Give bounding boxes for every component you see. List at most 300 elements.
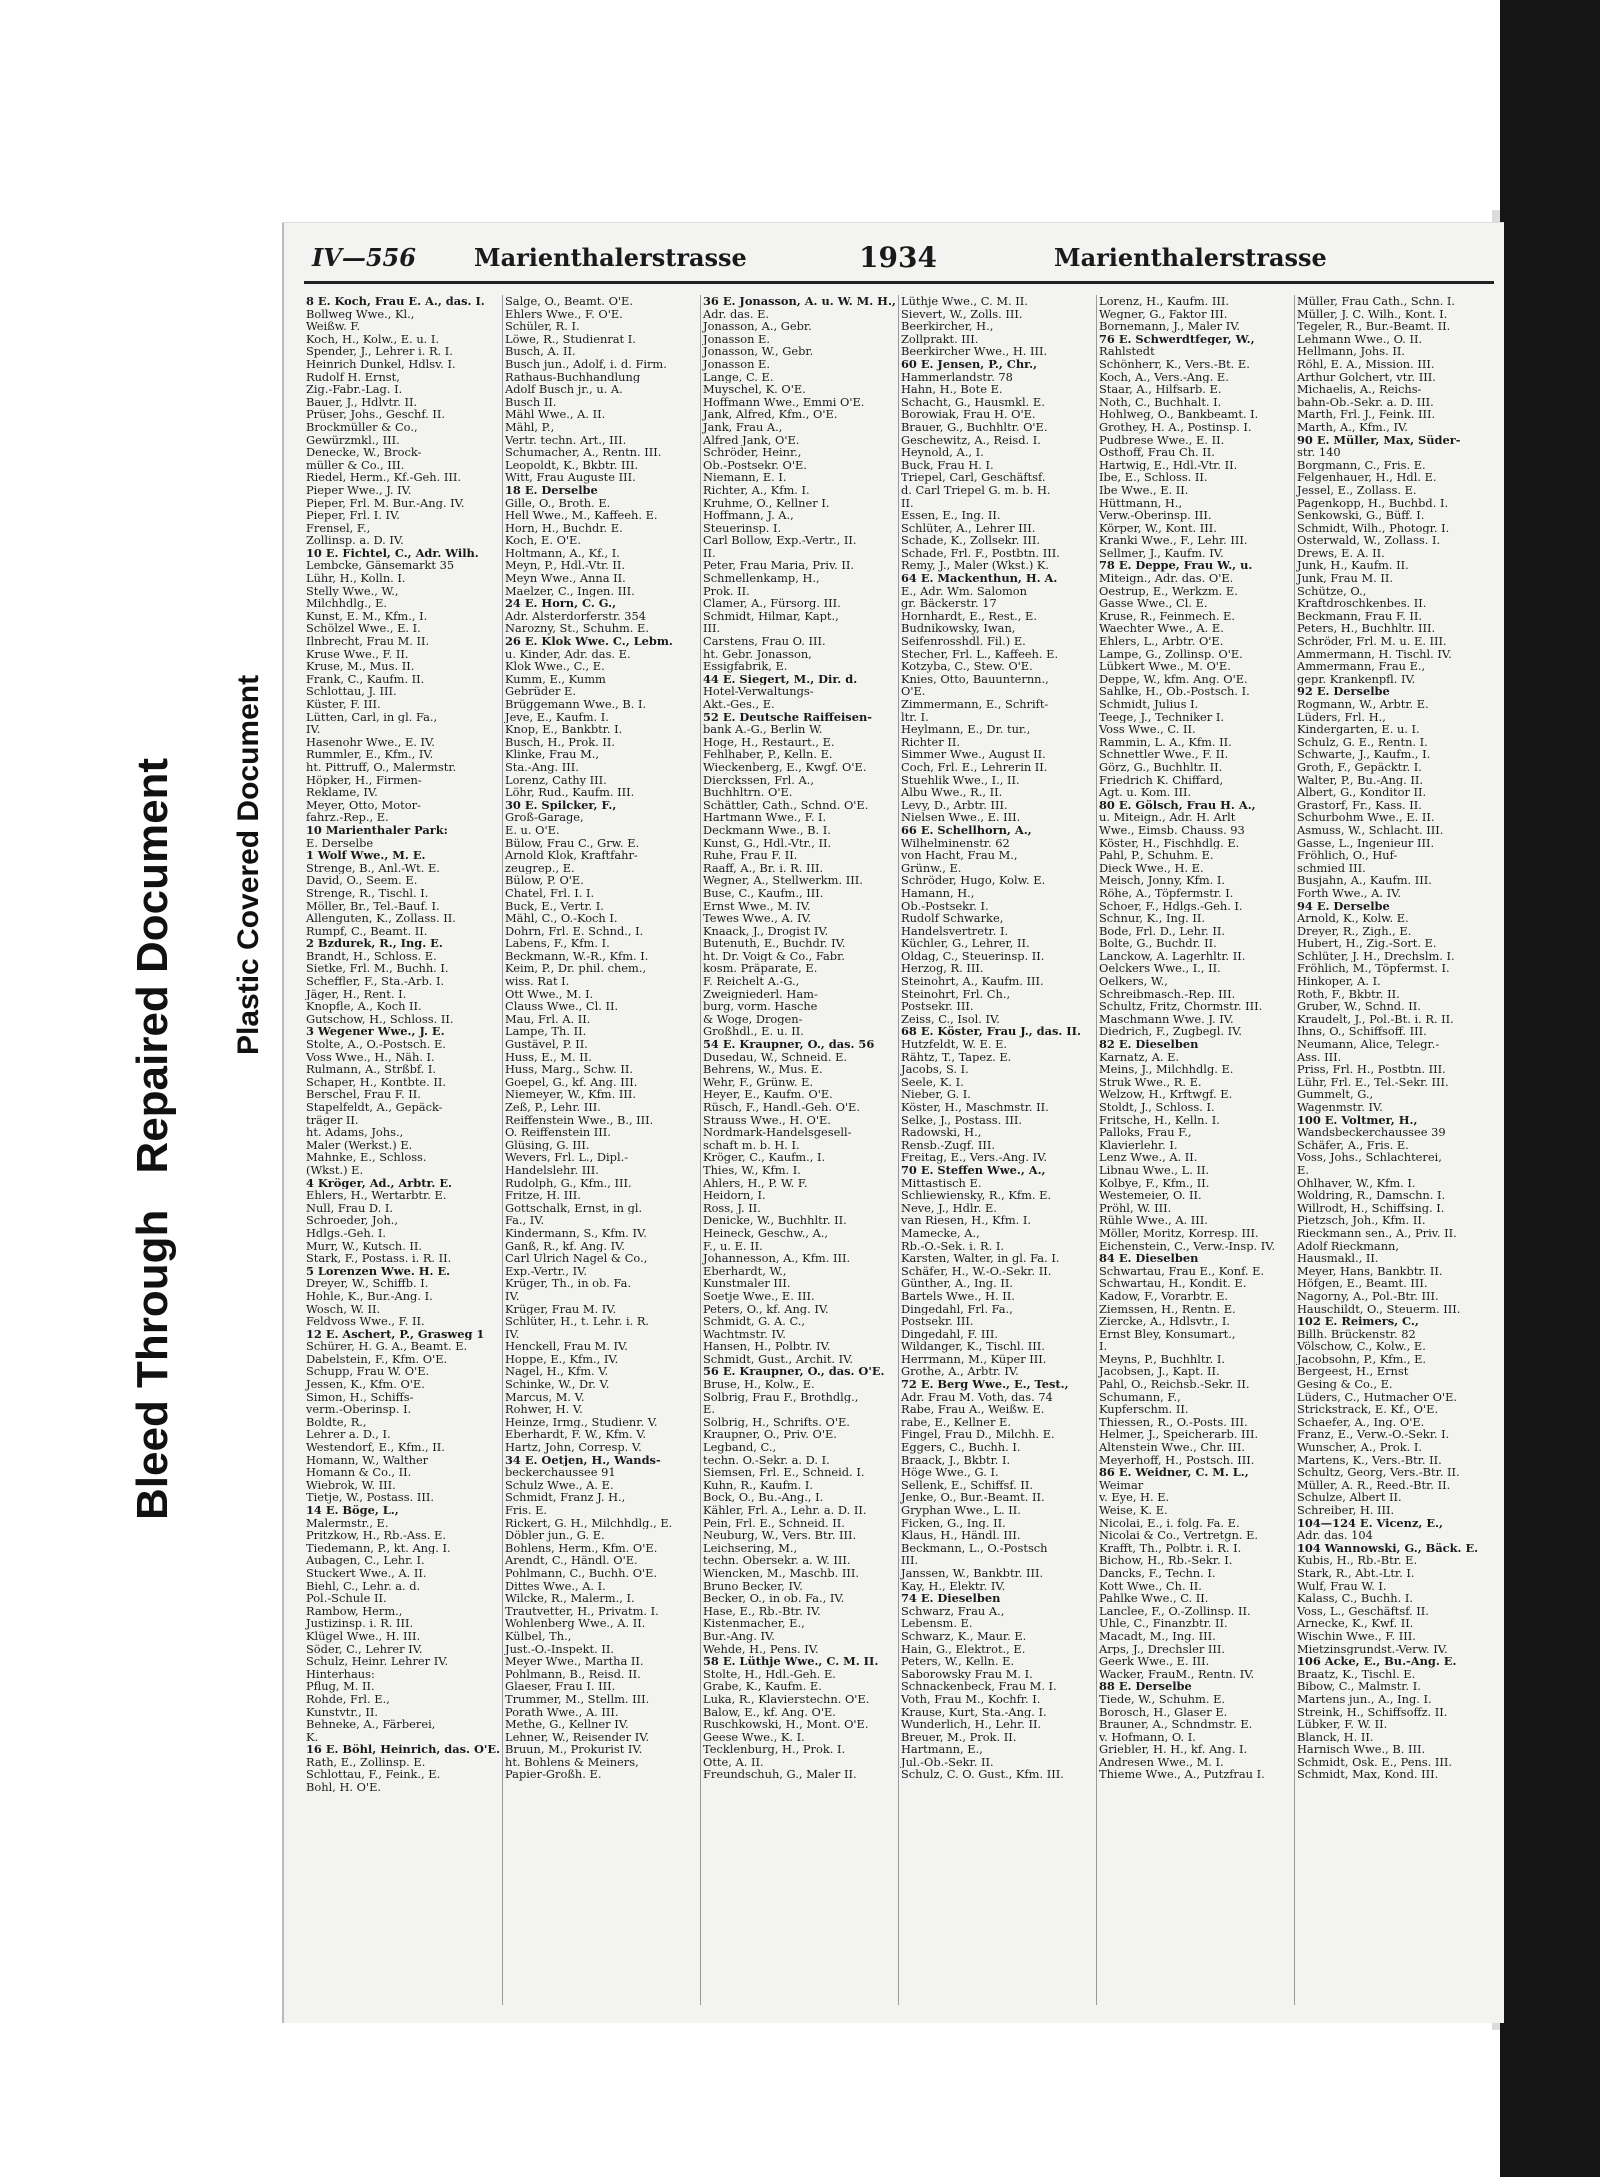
directory-entry: Kruse Wwe., F. II. [306, 647, 409, 661]
directory-entry: Strickstrack, E. Kf., O'E. [1297, 1403, 1439, 1416]
directory-entry: Tiedemann, P., kt. Ang. I. [306, 1541, 451, 1555]
directory-entry: Gutschow, H., Schloss. II. [306, 1012, 454, 1026]
directory-entry: Wiencken, M., Maschb. III. [703, 1566, 860, 1580]
directory-entry: Rudolph, G., Kfm., III. [505, 1176, 632, 1190]
directory-entry: 54 E. Kraupner, O., das. 56 [703, 1038, 875, 1051]
directory-entry: ht. Bohlens & Meiners, [505, 1755, 639, 1769]
directory-entry: Deckmann Wwe., B. I. [703, 823, 831, 837]
directory-entry: Beerkircher, H., [901, 320, 994, 333]
directory-entry: Null, Frau D. I. [306, 1201, 394, 1215]
directory-entry: Schüler, R. I. [505, 320, 580, 333]
directory-entry: Macadt, M., Ing. III. [1099, 1629, 1216, 1643]
directory-entry: Steinohrt, Frl. Ch., [901, 987, 1011, 1001]
directory-entry: Rammin, L. A., Kfm. II. [1099, 735, 1232, 749]
directory-entry: Dohrn, Frl. E. Schnd., I. [505, 924, 644, 938]
directory-page [282, 222, 1504, 2023]
directory-entry: Bolte, G., Buchdr. II. [1099, 937, 1217, 950]
directory-entry: Rogmann, W., Arbtr. E. [1297, 698, 1429, 711]
directory-entry: 60 E. Jensen, P., Chr., [901, 357, 1038, 371]
directory-entry: Arnold Klok, Kraftfahr- [505, 849, 638, 862]
directory-entry: Marcus, M. V. [505, 1390, 585, 1404]
directory-entry: Kay, H., Elektr. IV. [901, 1579, 1006, 1593]
directory-entry: Pietzsch, Joh., Kfm. II. [1297, 1214, 1426, 1227]
directory-entry: Jacobs, S. I. [901, 1063, 969, 1076]
directory-entry: Martens, K., Vers.-Btr. II. [1297, 1453, 1442, 1467]
directory-entry: Möller, Br., Tel.-Bauf. I. [306, 899, 440, 913]
directory-entry: Stark, R., Abt.-Ltr. I. [1297, 1566, 1415, 1580]
directory-entry: Michaelis, A., Reichs- [1297, 383, 1422, 396]
directory-entry: Hüttmann, H., [1099, 496, 1183, 510]
directory-entry: Geschewitz, A., Reisd. I. [901, 433, 1041, 447]
directory-entry: Kolbye, F., Kfm., II. [1099, 1176, 1210, 1190]
directory-entry: Grastorf, Fr., Kass. II. [1297, 798, 1422, 812]
directory-entry: Rath, E., Zollinsp. E. [306, 1755, 426, 1769]
directory-entry: Luka, R., Klavierstechn. O'E. [703, 1692, 870, 1706]
directory-entry: Ehlers, L., Arbtr. O'E. [1099, 635, 1224, 648]
directory-entry: Schaper, H., Kontbte. II. [306, 1075, 447, 1089]
directory-entry: Meyer, Otto, Motor- [306, 798, 421, 812]
directory-entry: Arnecke, K., Kwf. II. [1297, 1617, 1414, 1630]
directory-entry: Adolf Rieckmann, [1297, 1239, 1399, 1253]
directory-entry: Lanckow, A. Lagerhltr. II. [1099, 949, 1246, 963]
directory-entry: I. [1099, 1340, 1108, 1353]
directory-entry: rabe, E., Kellner E. [901, 1415, 1011, 1429]
directory-entry: Sahlke, H., Ob.-Postsch. I. [1099, 685, 1250, 698]
directory-entry: Heidorn, I. [703, 1189, 766, 1202]
directory-entry: Heynold, A., I. [901, 446, 984, 459]
directory-entry: Bohl, H. O'E. [306, 1781, 382, 1794]
directory-entry: Eggers, C., Buchh. I. [901, 1441, 1021, 1454]
directory-entry: Jäger, H., Rent. I. [306, 987, 407, 1001]
directory-entry: Ob.-Postsekr. I. [901, 899, 989, 913]
directory-entry: Jank, Alfred, Kfm., O'E. [703, 408, 838, 421]
directory-entry: Borowiak, Frau H. O'E. [901, 408, 1036, 421]
directory-entry: Schurbohm Wwe., E. II. [1297, 811, 1435, 824]
directory-entry: Meisch, Jonny, Kfm. I. [1099, 874, 1225, 887]
directory-entry: Zollprakt. III. [901, 332, 979, 346]
directory-entry: Lampe, G., Zollinsp. O'E. [1099, 647, 1243, 661]
directory-entry: ltr. I. [901, 710, 929, 724]
directory-entry: Kraupner, O., Priv. O'E. [703, 1428, 837, 1442]
directory-entry: techn. Obersekr. a. W. III. [703, 1554, 851, 1567]
directory-entry: Schmellenkamp, H., [703, 572, 820, 585]
directory-entry: Behneke, A., Färberei, [306, 1718, 436, 1731]
directory-entry: Hain, G., Elektrot., E. [901, 1642, 1026, 1656]
directory-entry: Bollweg Wwe., Kl., [306, 307, 415, 321]
directory-entry: Schlüter, A., Lehrer III. [901, 521, 1036, 535]
directory-entry: Busch, A. II. [505, 345, 576, 358]
directory-entry: Wandsbeckerchaussee 39 [1297, 1126, 1446, 1139]
directory-entry: verm.-Oberinsp. I. [306, 1403, 412, 1416]
directory-entry: Weise, K. E. [1099, 1504, 1168, 1517]
directory-entry: 104 Wannowski, G., Bäck. E. [1297, 1541, 1479, 1555]
directory-entry: 64 E. Mackenthun, H. A. [901, 572, 1058, 585]
directory-entry: Ass. III. [1297, 1050, 1342, 1064]
directory-entry: Ziemssen, H., Rentn. E. [1099, 1302, 1236, 1316]
directory-entry: bank A.-G., Berlin W. [703, 723, 823, 736]
directory-entry: Huss, E., M. II. [505, 1050, 592, 1064]
directory-entry: Hoffmann Wwe., Emmi O'E. [703, 395, 865, 409]
directory-entry: von Hacht, Frau M., [901, 849, 1018, 862]
directory-entry: Eichenstein, C., Verw.-Insp. IV. [1099, 1239, 1276, 1253]
directory-entry: Kranki Wwe., F., Lehr. III. [1099, 534, 1248, 547]
directory-entry: Meyn, P., Hdl.-Vtr. II. [505, 559, 625, 573]
directory-entry: Ernst Bley, Konsumart., [1099, 1327, 1236, 1341]
year-heading: 1934 [859, 241, 937, 274]
directory-entry: Rambow, Herm., [306, 1604, 403, 1618]
directory-entry: Seifenrosshdl. Fil.) E. [901, 635, 1026, 648]
page-header [284, 243, 1504, 283]
directory-entry: 70 E. Steffen Wwe., A., [901, 1163, 1046, 1177]
directory-entry: Jessen, K., Kfm. O'E. [306, 1378, 425, 1391]
directory-entry: Karsten, Walter, in gl. Fa. I. [901, 1252, 1060, 1265]
directory-entry: Lorenz, Cathy III. [505, 773, 607, 787]
directory-entry: Junk, H., Kaufm. II. [1297, 559, 1409, 573]
directory-entry: Schnackenbeck, Frau M. I. [901, 1680, 1057, 1693]
directory-entry: Milchhdlg., E. [306, 597, 388, 610]
directory-entry: Kott Wwe., Ch. II. [1099, 1579, 1202, 1593]
directory-entry: Gryphan Wwe., L. II. [901, 1504, 1021, 1517]
directory-entry: Braatz, K., Tischl. E. [1297, 1667, 1416, 1681]
directory-entry: Rüsch, F., Handl.-Geh. O'E. [703, 1101, 860, 1114]
directory-entry: Grünw., E. [901, 861, 962, 875]
directory-entry: 58 E. Lüthje Wwe., C. M. II. [703, 1655, 879, 1668]
directory-entry: Körper, W., Kont. III. [1099, 521, 1217, 535]
directory-entry: Lühr, H., Kolln. I. [306, 572, 406, 585]
directory-entry: Grothey, H. A., Postinsp. I. [1099, 420, 1252, 434]
directory-entry: Schlottau, F., Feink., E. [306, 1768, 441, 1782]
directory-entry: Lüders, C., Hutmacher O'E. [1297, 1390, 1458, 1404]
directory-entry: Hartz, John, Corresp. V. [505, 1441, 642, 1454]
directory-entry: Buse, C., Kaufm., III. [703, 886, 824, 900]
directory-entry: Breuer, M., Prok. II. [901, 1730, 1017, 1744]
directory-entry: Bruse, H., Kolw., E. [703, 1378, 815, 1391]
directory-entry: Hutzfeldt, W. E. E. [901, 1038, 1008, 1051]
directory-entry: II. [901, 496, 914, 510]
directory-entry: Frensel, F., [306, 521, 371, 535]
directory-entry: 1 Wolf Wwe., M. E. [306, 849, 426, 862]
directory-entry: Boldte, R., [306, 1415, 367, 1429]
directory-entry: Billh. Brückenstr. 82 [1297, 1327, 1416, 1341]
directory-entry: Schwartau, Frau E., Konf. E. [1099, 1264, 1265, 1278]
directory-entry: Brüggemann Wwe., B. I. [505, 698, 647, 711]
directory-entry: Beckmann, W.-R., Kfm. I. [505, 949, 649, 963]
directory-entry: Buck, E., Vertr. I. [505, 899, 604, 913]
directory-entry: Röhe, A., Töpfermstr. I. [1099, 886, 1234, 900]
directory-entry: Oelkers, W., [1099, 975, 1168, 988]
directory-column-3 [700, 295, 899, 2005]
directory-entry: 4 Kröger, Ad., Arbtr. E. [306, 1176, 453, 1190]
directory-entry: Schättler, Cath., Schnd. O'E. [703, 798, 869, 812]
directory-column-2 [502, 295, 701, 2005]
directory-entry: Becker, O., in ob. Fa., IV. [703, 1592, 845, 1605]
directory-entry: Vertr. techn. Art., III. [505, 433, 627, 447]
directory-entry: Bur.-Ang. IV. [703, 1629, 775, 1643]
directory-entry: Niemeyer, W., Kfm. III. [505, 1088, 636, 1101]
directory-entry: Pahl, P., Schuhm. E. [1099, 849, 1214, 862]
directory-entry: Stoldt, J., Schloss. I. [1099, 1101, 1215, 1114]
directory-entry: Senkowski, G., Büff. I. [1297, 509, 1425, 522]
directory-entry: Völschow, C., Kolw., E. [1297, 1340, 1426, 1353]
directory-entry: Prüser, Johs., Geschf. II. [306, 408, 446, 421]
directory-entry: & Woge, Drogen- [703, 1012, 803, 1026]
directory-entry: Busch, H., Prok. II. [505, 735, 616, 749]
directory-entry: Ganß, R., kf. Ang. IV. [505, 1239, 625, 1253]
directory-entry: Agt. u. Kom. III. [1099, 786, 1192, 799]
directory-entry: Rohwer, H. V. [505, 1403, 583, 1416]
directory-entry: Hartwig, E., Hdl.-Vtr. II. [1099, 458, 1238, 472]
directory-entry: Wehde, H., Pens. IV. [703, 1642, 819, 1656]
directory-entry: E. u. O'E. [505, 823, 560, 837]
directory-entry: Hellmann, Johs. II. [1297, 345, 1405, 358]
directory-entry: Schreibmasch.-Rep. III. [1099, 987, 1236, 1001]
directory-entry: Kunst, G., Hdl.-Vtr., II. [703, 836, 832, 850]
directory-entry: Jonasson E. [703, 332, 770, 346]
directory-entry: Siemsen, Frl. E., Schneid. I. [703, 1466, 865, 1479]
directory-entry: Huss, Marg., Schw. II. [505, 1063, 634, 1076]
directory-entry: Löhr, Rud., Kaufm. III. [505, 786, 635, 799]
directory-entry: Albert, G., Konditor II. [1297, 786, 1427, 799]
directory-entry: Schnur, K., Ing. II. [1099, 912, 1205, 925]
directory-entry: Solbrig, H., Schrifts. O'E. [703, 1415, 850, 1429]
directory-entry: E., Adr. Wm. Salomon [901, 584, 1027, 598]
directory-entry: Heylmann, E., Dr. tur., [901, 723, 1031, 736]
directory-entry: K. [306, 1730, 319, 1744]
directory-entry: Coch, Frl. E., Lehrerin II. [901, 760, 1048, 774]
directory-entry: Jonasson, A., Gebr. [703, 320, 812, 333]
directory-entry: Görz, G., Buchhltr. II. [1099, 760, 1223, 774]
directory-entry: Wohlenberg Wwe., A. II. [505, 1617, 646, 1630]
directory-entry: Muyschel, K. O'E. [703, 383, 806, 396]
directory-entry: Tiede, W., Schuhm. E. [1099, 1692, 1226, 1706]
directory-entry: Hoge, H., Restaurt., E. [703, 735, 835, 749]
directory-entry: Remy, J., Maler (Wkst.) K. [901, 559, 1050, 573]
directory-entry: Ruhe, Frau F. II. [703, 849, 798, 862]
directory-entry: Otte, A. II. [703, 1755, 764, 1769]
directory-entry: 102 E. Reimers, C., [1297, 1315, 1419, 1328]
directory-entry: Wunderlich, H., Lehr. II. [901, 1718, 1042, 1731]
directory-entry: Koch, A., Vers.-Ang. E. [1099, 370, 1229, 384]
directory-entry: Staar, A., Hilfsarb. E. [1099, 383, 1222, 396]
directory-entry: Adr. das. E. [703, 307, 770, 321]
directory-entry: Zeß, P., Lehr. III. [505, 1101, 601, 1114]
directory-entry: 106 Acke, E., Bu.-Ang. E. [1297, 1655, 1457, 1668]
directory-entry: Wunscher, A., Prok. I. [1297, 1441, 1422, 1454]
directory-entry: v. Eye, H. E. [1099, 1491, 1170, 1504]
directory-entry: Scheffler, F., Sta.-Arb. I. [306, 975, 445, 988]
directory-entry: 2 Bzdurek, R., Ing. E. [306, 937, 443, 950]
directory-entry: Meyns, P., Buchhltr. I. [1099, 1352, 1226, 1366]
directory-entry: Jenke, O., Bur.-Beamt. II. [901, 1491, 1045, 1504]
directory-entry: 74 E. Dieselben [901, 1592, 1001, 1605]
directory-entry: Heyer, E., Kaufm. O'E. [703, 1088, 833, 1101]
directory-entry: Gottschalk, Ernst, in gl. [505, 1201, 643, 1215]
directory-entry: Nordmark-Handelsgesell- [703, 1126, 852, 1139]
directory-entry: Lange, C. E. [703, 370, 774, 384]
directory-entry: Hinkoper, A. I. [1297, 975, 1381, 988]
directory-entry: Hornhardt, E., Rest., E. [901, 609, 1037, 623]
directory-entry: Klügel Wwe., H. III. [306, 1629, 421, 1643]
directory-entry: Allenguten, K., Zollass. II. [306, 912, 456, 925]
directory-entry: Kunst, E. M., Kfm., I. [306, 609, 428, 623]
directory-entry: Osthoff, Frau Ch. II. [1099, 446, 1215, 459]
directory-entry: Murr, W., Kutsch. II. [306, 1239, 423, 1253]
directory-entry: Pieper, Frl. I. IV. [306, 509, 400, 522]
directory-entry: E. [703, 1403, 715, 1416]
directory-entry: ht. Adams, Johs., [306, 1126, 404, 1139]
directory-entry: Adr. das. 104 [1297, 1529, 1373, 1542]
directory-entry: Prok. II. [703, 584, 750, 598]
directory-column-6 [1294, 295, 1493, 2005]
directory-entry: 86 E. Weidner, C. M. L., [1099, 1466, 1249, 1479]
directory-entry: Knopfle, A., Koch II. [306, 1000, 422, 1013]
directory-entry: 12 E. Aschert, P., Grasweg 1 [306, 1327, 485, 1341]
directory-entry: Struk Wwe., R. E. [1099, 1075, 1202, 1089]
directory-entry: Bülow, Frau C., Grw. E. [505, 836, 640, 850]
directory-entry: Kistenmacher, E., [703, 1617, 805, 1630]
directory-entry: 52 E. Deutsche Raiffeisen- [703, 710, 872, 724]
directory-entry: Kadow, F., Vorarbtr. E. [1099, 1289, 1229, 1303]
directory-entry: Wosch, W. II. [306, 1302, 381, 1316]
directory-entry: Lüders, Frl. H., [1297, 710, 1386, 724]
directory-entry: Hotel-Verwaltungs- [703, 685, 814, 698]
directory-entry: Hase, E., Rb.-Btr. IV. [703, 1604, 821, 1618]
directory-entry: Wevers, Frl. L., Dipl.- [505, 1151, 629, 1164]
directory-entry: Günther, A., Ing. II. [901, 1277, 1013, 1290]
directory-entry: Kubis, H., Rb.-Btr. E. [1297, 1554, 1418, 1567]
directory-entry: 44 E. Siegert, M., Dir. d. [703, 672, 858, 686]
directory-entry: Ross, J. II. [703, 1201, 761, 1215]
directory-entry: Köster, H., Maschmstr. II. [901, 1101, 1049, 1114]
directory-entry: Mahnke, E., Schloss. [306, 1151, 427, 1164]
directory-entry: 92 E. Derselbe [1297, 685, 1390, 698]
directory-entry: Thies, W., Kfm. I. [703, 1163, 801, 1177]
directory-entry: Ott Wwe., M. I. [505, 987, 594, 1001]
directory-entry: Drews, E. A. II. [1297, 546, 1385, 560]
scan-edge-dark [1500, 0, 1600, 2177]
directory-entry: Ziercke, A., Hdlsvtr., I. [1099, 1315, 1230, 1328]
directory-entry: IV. [306, 723, 321, 736]
directory-entry: Ehlers Wwe., F. O'E. [505, 307, 623, 321]
directory-entry: Maelzer, C., Ingen. III. [505, 584, 635, 598]
directory-entry: Schade, K., Zollsekr. III. [901, 534, 1041, 547]
directory-entry: Oelckers Wwe., I., II. [1099, 962, 1221, 976]
directory-entry: 100 E. Voltmer, H., [1297, 1113, 1418, 1127]
directory-entry: Busjahn, A., Kaufm. III. [1297, 874, 1432, 887]
directory-entry: Schmidt, Osk. E., Pens. III. [1297, 1755, 1453, 1769]
directory-entry: Frank, C., Kaufm. II. [306, 672, 425, 686]
directory-entry: Ammermann, H. Tischl. IV. [1297, 647, 1452, 661]
directory-entry: Denecke, W., Brock- [306, 446, 422, 459]
directory-entry: Franz, E., Verw.-O.-Sekr. I. [1297, 1428, 1450, 1442]
directory-entry: Trautvetter, H., Privatm. I. [505, 1604, 659, 1618]
directory-entry: Albu Wwe., R., II. [901, 786, 1003, 799]
directory-entry: Postsekr. III. [901, 1315, 974, 1328]
directory-entry: ht. Gebr. Jonasson, [703, 647, 812, 661]
directory-column-4 [898, 295, 1097, 2005]
directory-entry: Schroeder, Joh., [306, 1214, 399, 1227]
directory-entry: Willrodt, H., Schiffsing. I. [1297, 1201, 1445, 1215]
directory-entry: Ahlers, H., P. W. F. [703, 1176, 808, 1190]
directory-entry: Schmidt, Hilmar, Kapt., [703, 609, 839, 623]
directory-entry: Arnold, K., Kolw. E. [1297, 912, 1409, 925]
directory-entry: Neuburg, W., Vers. Btr. III. [703, 1529, 857, 1542]
directory-entry: Tietje, W., Postass. III. [306, 1491, 434, 1504]
directory-entry: III. [703, 622, 721, 636]
directory-entry: Wegner, G., Faktor III. [1099, 307, 1228, 321]
directory-entry: Adolf Busch jr., u. A. [505, 383, 623, 396]
directory-entry: Eberhardt, F. W., Kfm. V. [505, 1428, 647, 1442]
directory-entry: Kupferschm. II. [1099, 1403, 1189, 1416]
directory-entry: Postsekr. III. [901, 1000, 974, 1013]
directory-entry: Pieper Wwe., J. IV. [306, 483, 412, 497]
directory-entry: Schmidt, Gust., Archit. IV. [703, 1352, 853, 1366]
directory-entry: Peters, H., Buchhltr. III. [1297, 622, 1436, 636]
directory-entry: Krüger, Frau M. IV. [505, 1302, 617, 1316]
directory-entry: Wegner, A., Stellwerkm. III. [703, 874, 863, 887]
directory-entry: Trummer, M., Stellm. III. [505, 1692, 650, 1706]
directory-entry: Borosch, H., Glaser E. [1099, 1705, 1228, 1719]
directory-entry: Jeve, E., Kaufm. I. [505, 710, 609, 724]
directory-entry: Brandt, H., Schloss. E. [306, 949, 437, 963]
directory-entry: Freundschuh, G., Maler II. [703, 1768, 857, 1782]
directory-entry: Streink, H., Schiffsoffz. II. [1297, 1705, 1448, 1719]
directory-entry: Pudbrese Wwe., E. II. [1099, 433, 1225, 447]
directory-entry: Papier-Großh. E. [505, 1768, 602, 1782]
directory-entry: Dancks, F., Techn. I. [1099, 1566, 1216, 1580]
directory-entry: Keim, P., Dr. phil. chem., [505, 962, 647, 976]
directory-entry: Groß-Garage, [505, 811, 584, 824]
directory-entry: Müller, Frau Cath., Schn. I. [1297, 295, 1456, 308]
directory-entry: 34 E. Oetjen, H., Wands- [505, 1453, 661, 1467]
directory-entry: Asmuss, W., Schlacht. III. [1297, 823, 1444, 837]
directory-entry: Lübkert Wwe., M. O'E. [1099, 660, 1231, 673]
directory-entry: Krause, Kurt, Sta.-Ang. I. [901, 1705, 1047, 1719]
directory-entry: schaft m. b. H. I. [703, 1138, 800, 1152]
directory-entry: 5 Lorenzen Wwe. H. E. [306, 1264, 451, 1278]
directory-entry: Labens, F., Kfm. I. [505, 937, 610, 950]
directory-entry: Wischin Wwe., F. III. [1297, 1629, 1416, 1643]
directory-entry: Schultz, Fritz, Chormstr. III. [1099, 1000, 1263, 1013]
directory-entry: Homann & Co., II. [306, 1466, 412, 1479]
directory-entry: Berschel, Frau F. II. [306, 1088, 421, 1101]
directory-entry: Rathaus-Buchhandlung [505, 370, 641, 384]
directory-entry: Schütze, O., [1297, 584, 1367, 598]
directory-entry: Lehrer a. D., I. [306, 1428, 391, 1442]
directory-entry: Gewürzmkl., III. [306, 433, 400, 447]
directory-entry: Rühle Wwe., A. III. [1099, 1214, 1208, 1227]
directory-entry: Bergeest, H., Ernst [1297, 1365, 1409, 1379]
directory-entry: Balow, E., kf. Ang. O'E. [703, 1705, 836, 1719]
directory-entry: Homann, W., Walther [306, 1453, 429, 1467]
directory-entry: Meyer Wwe., Martha II. [505, 1655, 644, 1668]
directory-entry: Goepel, G., kf. Ang. III. [505, 1075, 638, 1089]
directory-entry: Simmer Wwe., August II. [901, 748, 1046, 761]
directory-entry: Bibow, C., Malmstr. I. [1297, 1680, 1421, 1693]
directory-entry: Jonasson, W., Gebr. [703, 345, 814, 358]
directory-entry: Dusedau, W., Schneid. E. [703, 1050, 847, 1064]
directory-entry: Rb.-O.-Sek. i. R. I. [901, 1239, 1004, 1253]
directory-entry: Rudolf Schwarke, [901, 912, 1004, 925]
directory-entry: Ob.-Postsekr. O'E. [703, 458, 807, 472]
directory-entry: Henckell, Frau M. IV. [505, 1340, 628, 1353]
directory-entry: Holtmann, A., Kf., I. [505, 546, 620, 560]
directory-entry: Pröhl, W. III. [1099, 1201, 1172, 1215]
directory-entry: ht. Dr. Voigt & Co., Fabr. [703, 949, 845, 963]
directory-entry: Kunstmaler III. [703, 1277, 791, 1290]
directory-entry: Knies, Otto, Bauunternn., [901, 672, 1049, 686]
directory-entry: Wwe., Eimsb. Chauss. 93 [1099, 823, 1245, 837]
